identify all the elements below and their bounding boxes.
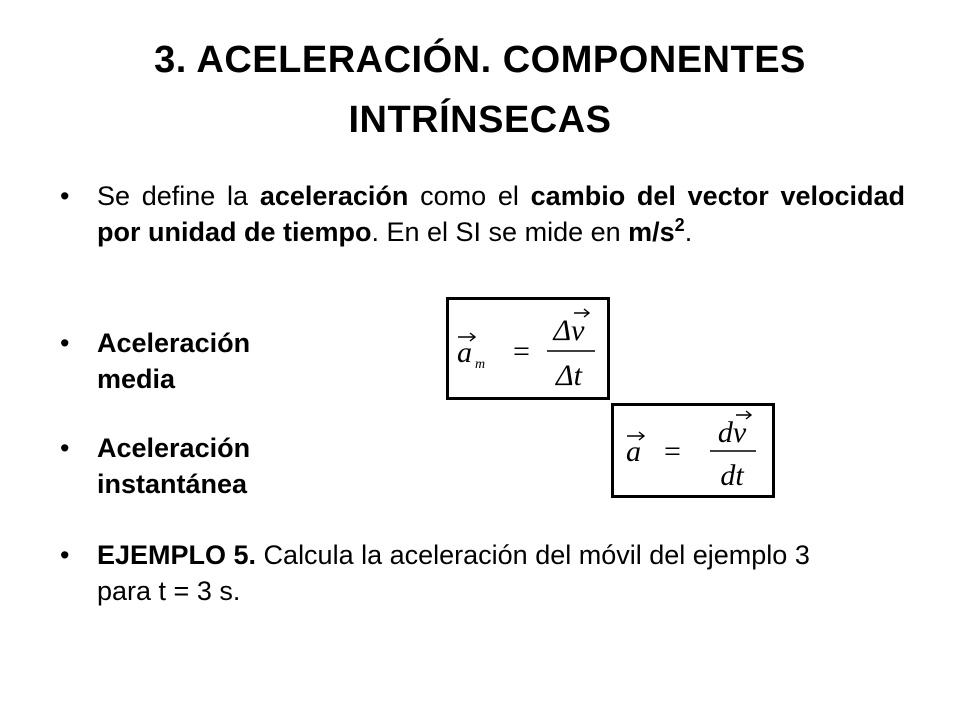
- title-line-2: INTRÍNSECAS: [348, 99, 612, 141]
- formula-media-subscript: m: [475, 357, 486, 372]
- slide-title: [60, 30, 900, 150]
- bullet-dot: •: [60, 433, 70, 463]
- definition-text-3: . En el SI se mide en: [371, 217, 629, 247]
- formula-inst-equals: =: [664, 435, 681, 468]
- formula-media-denominator: Δt: [556, 359, 582, 392]
- label-aceleracion-media: Aceleración media: [97, 328, 251, 394]
- bullet-dot: •: [60, 181, 70, 211]
- formula-media-svg: [449, 300, 607, 397]
- term-cambio-velocidad: cambio del vector velocidad por unidad de tiempo: [97, 181, 905, 247]
- bullet-dot: •: [60, 328, 70, 358]
- definition-text-2: como el: [408, 181, 531, 211]
- bullet-dot: •: [60, 540, 70, 570]
- ejemplo-body: Calcula la aceleración del móvil del ejemplo 3 para t = 3 s.: [97, 540, 810, 606]
- formula-inst-lhs: a: [626, 435, 641, 468]
- unit-label: [628, 217, 685, 247]
- formula-instantanea-svg: [614, 406, 772, 495]
- label-aceleracion-instantanea: Aceleración instantánea: [97, 433, 251, 499]
- formula-aceleracion-instantanea: [611, 403, 775, 498]
- title-line-1: 3. ACELERACIÓN. COMPONENTES: [154, 39, 806, 81]
- ejemplo-label: EJEMPLO 5.: [97, 540, 257, 570]
- definition-text: [97, 178, 905, 250]
- definition-text-1: Se define la: [97, 181, 260, 211]
- formula-aceleracion-media: [446, 297, 610, 400]
- formula-media-lhs: a: [457, 336, 472, 369]
- unit-exponent: 2: [674, 215, 685, 235]
- formula-inst-numerator: dv: [717, 416, 747, 449]
- unit-base: m/s: [628, 217, 675, 247]
- definition-text-4: .: [684, 217, 693, 247]
- ejemplo-text: [97, 537, 857, 609]
- formula-inst-denominator: dt: [720, 459, 744, 492]
- formula-media-equals: =: [513, 335, 530, 368]
- formula-media-numerator: Δv: [553, 314, 585, 347]
- term-aceleracion: aceleración: [259, 181, 409, 211]
